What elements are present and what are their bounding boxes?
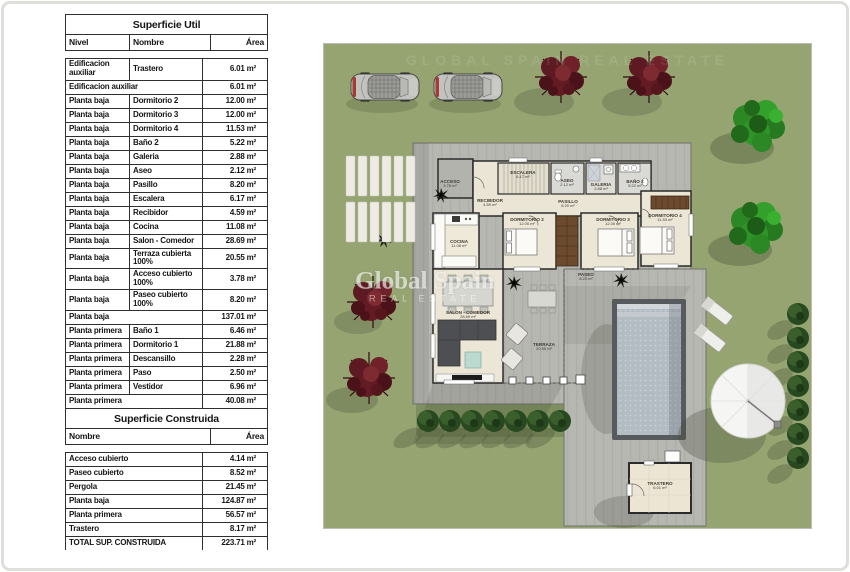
table-cell: Recibidor — [129, 207, 202, 220]
room-label-recibidor: RECIBIDOR 4.59 m² — [477, 198, 503, 208]
table-row — [66, 80, 267, 94]
table-cell: Dormitorio 3 — [129, 109, 202, 122]
site-plan — [323, 43, 812, 529]
outdoor-table — [528, 291, 556, 307]
room-label-cocina: COCINA 11.08 m² — [449, 239, 469, 249]
table-cell: Pasillo — [129, 179, 202, 192]
table-row — [66, 192, 267, 206]
dining-table — [443, 282, 493, 306]
table-cell: 12.00 m² — [202, 109, 267, 122]
table-cell: Planta primera — [69, 326, 122, 336]
table-row — [66, 248, 267, 269]
table-cell: TOTAL SUP. CONSTRUIDA — [69, 537, 166, 547]
table-row — [66, 268, 267, 289]
table-cell: Planta baja — [69, 221, 110, 231]
table-cell: Planta baja — [69, 137, 110, 147]
table-row — [66, 150, 267, 164]
table-cell: 8.20 m² — [202, 290, 267, 310]
table-row — [66, 206, 267, 220]
column-header-area: Área — [210, 429, 267, 444]
watermark-line1: Global Spain — [355, 267, 495, 295]
table-row — [66, 394, 267, 408]
bush-icon — [417, 410, 439, 432]
bed — [598, 229, 634, 256]
table-row — [66, 122, 267, 136]
table-cell: Dormitorio 1 — [129, 339, 202, 352]
table-cell: Planta primera — [69, 382, 122, 392]
room-label-galeria: GALERIA 2.88 m² — [590, 182, 612, 192]
table-row — [66, 220, 267, 234]
site-plan-graphic — [324, 44, 811, 528]
table-cell: Baño 1 — [129, 325, 202, 338]
room-label-dormitorio3: DORMITORIO 3 12.00 m² — [596, 217, 630, 227]
bush-icon — [439, 410, 461, 432]
table-cell: Paso — [129, 367, 202, 380]
table-row — [66, 352, 267, 366]
table-cell: Planta baja — [69, 179, 110, 189]
table-cell: 21.45 m² — [202, 481, 267, 494]
table-row — [66, 338, 267, 352]
bush-icon — [505, 410, 527, 432]
table-cell: 8.20 m² — [202, 179, 267, 192]
table-cell: Edificacion auxiliar — [69, 59, 110, 78]
table-cell: 3.78 m² — [202, 269, 267, 289]
table-cell: Pergola — [69, 481, 97, 491]
table-cell: Planta baja — [69, 312, 110, 322]
table-row — [66, 494, 267, 508]
table-cell: 11.53 m² — [202, 123, 267, 136]
table-cell: 6.01 m² — [202, 59, 267, 80]
room-label-salon: SALON - COMEDOR 28.69 m² — [445, 310, 491, 320]
table-cell: 2.12 m² — [202, 165, 267, 178]
table-superficie-util — [65, 14, 268, 422]
table-superficie-construida — [65, 408, 268, 550]
table-cell: 5.22 m² — [202, 137, 267, 150]
table-cell: Planta primera — [69, 509, 122, 519]
table-cell: Cocina — [129, 221, 202, 234]
table-cell: Planta baja — [69, 109, 110, 119]
table-cell: Paseo cubierto 100% — [129, 290, 202, 310]
car-icon — [351, 73, 419, 102]
pool — [612, 299, 686, 440]
table-cell: 6.46 m² — [202, 325, 267, 338]
table-row — [66, 453, 267, 466]
table-cell: Planta baja — [69, 252, 110, 262]
table-cell: Terraza cubierta 100% — [129, 249, 202, 269]
table-cell: Trastero — [129, 59, 202, 80]
table-cell: 20.55 m² — [202, 249, 267, 269]
table-cell: 6.96 m² — [202, 381, 267, 394]
table-cell: Acceso cubierto 100% — [129, 269, 202, 289]
table-row — [66, 136, 267, 150]
table-cell: Planta baja — [69, 123, 110, 133]
table-cell: 40.08 m² — [202, 395, 267, 408]
table-cell: Planta baja — [69, 207, 110, 217]
table-cell: Descansillo — [129, 353, 202, 366]
table-row — [66, 164, 267, 178]
table-cell: Planta primera — [69, 368, 122, 378]
room-label-aseo: ASEO 2.12 m² — [560, 178, 574, 188]
room-label-trastero: TRASTERO 6.01 m² — [647, 481, 673, 491]
bush-icon — [461, 410, 483, 432]
bush-icon — [549, 410, 571, 432]
room-label-paseo: PASEO 8.20 m² — [578, 272, 594, 282]
table-row — [66, 508, 267, 522]
table-row — [66, 466, 267, 480]
table-cell: 2.50 m² — [202, 367, 267, 380]
table-row — [66, 59, 267, 80]
table-cell: 6.17 m² — [202, 193, 267, 206]
table-row — [66, 324, 267, 338]
table-cell: Planta primera — [69, 354, 122, 364]
table-row — [66, 522, 267, 536]
room-label-acceso: ACCESO 3.78 m² — [440, 179, 460, 189]
table-title: Superficie Util — [66, 15, 267, 35]
table-row — [66, 480, 267, 494]
table-cell: Planta baja — [69, 193, 110, 203]
table-row — [66, 94, 267, 108]
bush-icon — [787, 423, 809, 445]
table-cell: 11.08 m² — [202, 221, 267, 234]
bush-icon — [787, 303, 809, 325]
table-cell: 2.28 m² — [202, 353, 267, 366]
table-cell: 223.71 m² — [202, 537, 267, 550]
table-cell: Salon - Comedor — [129, 235, 202, 248]
car-icon — [434, 73, 502, 102]
column-header-nivel: Nivel — [69, 36, 89, 47]
watermark-line2: REAL ESTATE — [368, 293, 482, 305]
bush-icon — [787, 399, 809, 421]
table-header-row — [66, 35, 267, 50]
column-header-nombre: Nombre — [129, 35, 210, 50]
table-cell: Edificacion auxiliar — [69, 81, 138, 91]
table-cell: Planta baja — [69, 151, 110, 161]
table-row — [66, 108, 267, 122]
table-cell: Planta baja — [69, 235, 110, 245]
room-label-pasillo: PASILLO 8.20 m² — [558, 199, 578, 209]
table-cell: Dormitorio 4 — [129, 123, 202, 136]
room-label-terraza: TERRAZA 20.55 m² — [533, 342, 555, 352]
table-cell: 12.00 m² — [202, 95, 267, 108]
table-cell: Dormitorio 2 — [129, 95, 202, 108]
bush-icon — [527, 410, 549, 432]
table-row — [66, 380, 267, 394]
bush-icon — [483, 410, 505, 432]
table-row — [66, 536, 267, 550]
table-header-row — [66, 429, 267, 444]
room-label-escalera: ESCALERA 6.17 m² — [510, 170, 536, 180]
table-cell: Planta baja — [69, 165, 110, 175]
watermark-strip: GLOBAL SPAIN REAL ESTATE — [405, 52, 730, 68]
table-cell: Planta baja — [69, 294, 110, 304]
table-cell: Baño 2 — [129, 137, 202, 150]
bed — [640, 227, 674, 254]
table-head — [65, 14, 268, 51]
table-cell: Planta primera — [69, 340, 122, 350]
table-cell: Planta primera — [69, 396, 122, 406]
wardrobe — [651, 196, 689, 209]
table-title: Superficie Construida — [66, 409, 267, 429]
table-body — [65, 452, 268, 550]
table-cell: 8.52 m² — [202, 467, 267, 480]
table-row — [66, 289, 267, 310]
table-cell: Planta baja — [69, 495, 110, 505]
table-cell: Escalera — [129, 193, 202, 206]
table-cell: Acceso cubierto — [69, 453, 129, 463]
table-cell: 137.01 m² — [202, 311, 267, 324]
table-row — [66, 310, 267, 324]
table-cell: 4.14 m² — [202, 453, 267, 466]
table-cell: Planta baja — [69, 273, 110, 283]
bed — [505, 229, 537, 255]
table-cell: Planta baja — [69, 95, 110, 105]
table-row — [66, 234, 267, 248]
table-cell: Galeria — [129, 151, 202, 164]
table-cell: Aseo — [129, 165, 202, 178]
column-header-nombre: Nombre — [69, 430, 100, 441]
room-label-dormitorio2: DORMITORIO 2 12.00 m² — [510, 217, 544, 227]
table-cell: Trastero — [69, 523, 99, 533]
table-cell: 28.69 m² — [202, 235, 267, 248]
tv — [452, 375, 482, 380]
table-cell: 56.57 m² — [202, 509, 267, 522]
table-cell: Vestidor — [129, 381, 202, 394]
table-body — [65, 58, 268, 423]
table-cell: 8.17 m² — [202, 523, 267, 536]
table-head — [65, 408, 268, 445]
table-row — [66, 178, 267, 192]
bush-icon — [787, 375, 809, 397]
bush-icon — [787, 351, 809, 373]
table-cell: 2.88 m² — [202, 151, 267, 164]
table-cell: 6.01 m² — [202, 81, 267, 94]
table-cell: 4.59 m² — [202, 207, 267, 220]
table-cell: 124.87 m² — [202, 495, 267, 508]
rug — [465, 352, 481, 368]
table-cell: Paseo cubierto — [69, 467, 124, 477]
bush-icon — [787, 447, 809, 469]
room-label-dormitorio4: DORMITORIO 4 11.53 m² — [648, 213, 682, 223]
bush-icon — [787, 327, 809, 349]
table-row — [66, 366, 267, 380]
room-label-banio2: BAÑO 2 5.22 m² — [626, 179, 644, 189]
table-cell: 21.88 m² — [202, 339, 267, 352]
column-header-area: Área — [210, 35, 267, 50]
